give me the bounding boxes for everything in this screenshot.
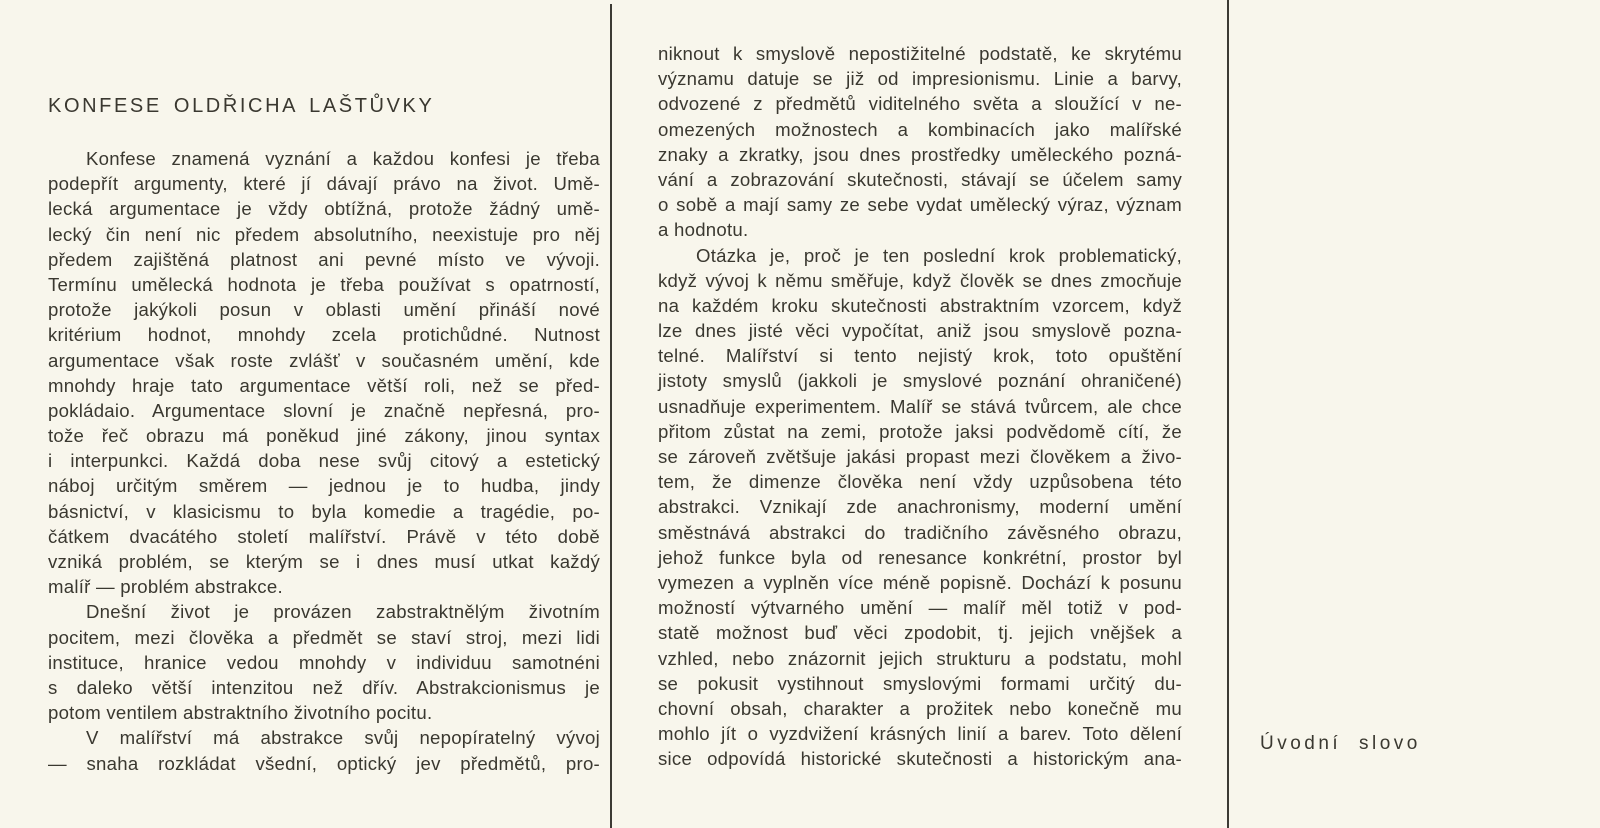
text-line: Termínu umělecká hodnota je třeba používat s opatrností, <box>48 273 600 295</box>
middle-text-column <box>658 41 1182 771</box>
text-line: malíř — problém abstrakce. <box>48 576 283 598</box>
text-line: vzniká problém, se kterým se i dnes musí utkat každý <box>48 551 600 572</box>
text-line: náboj určitým směrem — jednou je to hudba, jindy <box>48 475 600 497</box>
text-line: omezených možnostech a kombinacích jako malířské <box>658 118 1182 140</box>
text-line: na každém kroku skutečnosti abstraktním vzorcem, když <box>658 294 1182 316</box>
text-line: se pokusit vystihnout smyslovými formami určitý du- <box>658 672 1182 694</box>
text-line: tože řeč obrazu má poněkud jiné zákony, jinou syntax <box>48 425 600 447</box>
text-line: s daleko větší intenzitou než dřív. Abstrakcionismus je <box>48 676 600 698</box>
section-label: Úvodní slovo <box>1260 733 1421 754</box>
text-line: tem, že dimenze člověka není vždy uzpůsobena této <box>658 471 1182 493</box>
text-line: znaky a zkratky, jsou dnes prostředky uměleckého pozná- <box>658 143 1182 165</box>
text-line: lecký čin není nic předem absolutního, neexistuje pro něj <box>48 223 600 245</box>
text-line: pokládaio. Argumentace slovní je značně nepřesná, pro- <box>48 399 600 421</box>
text-line: možností výtvarného umění — malíř měl totiž v pod- <box>658 597 1182 619</box>
text-line: mnohdy hraje tato argumentace větší roli, než se před- <box>48 374 600 396</box>
text-line: Konfese znamená vyznání a každou konfesi je třeba <box>86 148 600 169</box>
column-divider-right <box>1227 0 1229 828</box>
text-line: o sobě a mají samy ze sebe vydat umělecký výraz, význam <box>658 194 1182 216</box>
text-line: básnictví, v klasicismu to byla komedie a tragédie, po- <box>48 500 600 522</box>
text-line: instituce, hranice vedou mnohdy v individuu samotnéni <box>48 651 600 673</box>
text-line: pocitem, mezi člověka a předmět se staví stroj, mezi lidi <box>48 626 600 648</box>
text-line: lze dnes jisté věci vypočítat, aniž jsou smyslově pozna- <box>658 320 1182 342</box>
text-line: čátkem dvacátého století malířství. Právě v této době <box>48 525 600 547</box>
text-line: argumentace však roste zvlášť v současném umění, kde <box>48 349 600 371</box>
text-line: Otázka je, proč je ten poslední krok problematický, <box>696 244 1182 266</box>
text-line: abstrakci. Vznikají zde anachronismy, moderní umění <box>658 496 1182 518</box>
text-line: přitom zůstat na zemi, protože jaksi podvědomě cítí, že <box>658 420 1182 442</box>
text-line: niknout k smyslově nepostižitelné podstatě, ke skrytému <box>658 43 1182 64</box>
text-line: telné. Malířství si tento nejistý krok, toto opuštění <box>658 345 1182 367</box>
text-line: — snaha rozkládat všední, optický jev předmětů, pro- <box>48 752 600 774</box>
text-line: potom ventilem abstraktního životního pocitu. <box>48 702 433 724</box>
text-line: jistoty smyslů (jakkoli je smyslové poznání ohraničené) <box>658 370 1182 392</box>
left-text-column <box>48 146 600 776</box>
text-line: když vývoj k němu směřuje, když člověk se dnes zmocňuje <box>658 269 1182 291</box>
text-line: vzhled, nebo znázornit jejich strukturu a podstatu, mohl <box>658 647 1182 669</box>
text-line: podepřít argumenty, které jí dávají právo na život. Umě- <box>48 173 600 195</box>
text-line: odvozené z předmětů viditelného světa a sloužící v ne- <box>658 93 1182 115</box>
page-title: KONFESE OLDŘICHA LAŠTŮVKY <box>48 95 435 117</box>
text-line: lecká argumentace je vždy obtížná, protože žádný umě- <box>48 198 600 220</box>
text-line: usnadňuje experimentem. Malíř se stává tvůrcem, ale chce <box>658 395 1182 417</box>
text-line: sice odpovídá historické skutečnosti a historickým ana- <box>658 748 1182 770</box>
text-line: směstnává abstrakci do tradičního závěsného obrazu, <box>658 521 1182 543</box>
text-line: významu datuje se již od impresionismu. Linie a barvy, <box>658 68 1182 90</box>
column-divider-left <box>610 4 612 828</box>
text-line: předem zajištěná platnost ani pevné místo ve vývoji. <box>48 248 600 270</box>
text-line: chovní obsah, charakter a prožitek nebo konečně mu <box>658 697 1182 719</box>
text-line: se zároveň zvětšuje jakási propast mezi člověkem a živo- <box>658 446 1182 467</box>
text-line: vání a zobrazování skutečnosti, stávají se účelem samy <box>658 168 1182 190</box>
text-line: mohlo jít o vyzdvižení krásných linií a barev. Toto dělení <box>658 723 1182 745</box>
text-line: protože jakýkoli posun v oblasti umění přináší nové <box>48 299 600 321</box>
text-line: a hodnotu. <box>658 219 749 241</box>
text-line: i interpunkci. Každá doba nese svůj citový a estetický <box>48 450 600 472</box>
text-line: jehož funkce byla od renesance konkrétní, prostor byl <box>658 546 1182 568</box>
text-line: statě možnost buď věci zpodobit, tj. jejich vnějšek a <box>658 622 1182 644</box>
text-line: kritérium hodnot, mnohdy zcela protichůdné. Nutnost <box>48 324 600 346</box>
text-line: vymezen a vyplněn více méně popisně. Dochází k posunu <box>658 571 1182 593</box>
text-line: V malířství má abstrakce svůj nepopíratelný vývoj <box>86 727 600 749</box>
text-line: Dnešní život je provázen zabstraktnělým životním <box>86 601 600 623</box>
